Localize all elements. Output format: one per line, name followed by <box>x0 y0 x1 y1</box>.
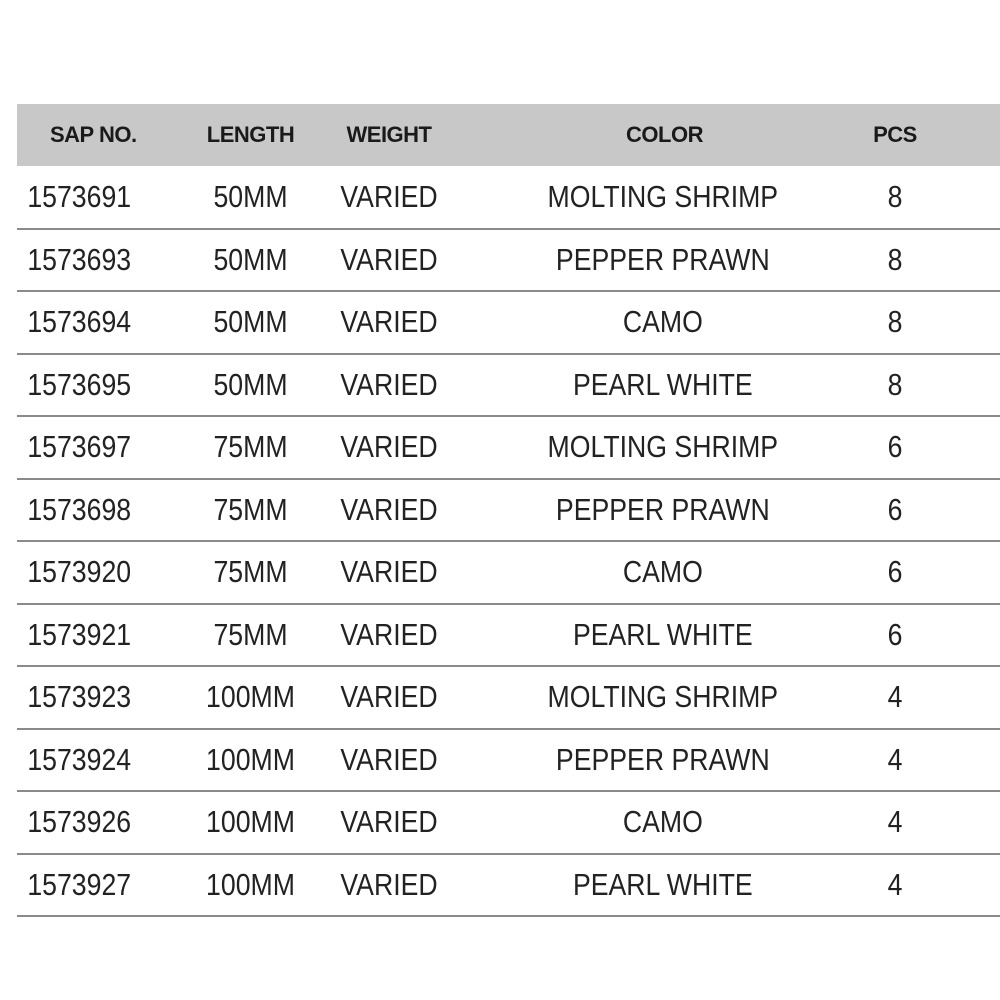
cell-sap-no: 1573927 <box>27 866 132 902</box>
cell-pcs: 8 <box>887 366 903 402</box>
cell-weight: VARIED <box>340 616 438 652</box>
product-spec-table <box>17 104 1000 917</box>
header-pcs: PCS <box>873 122 917 147</box>
table-row <box>17 541 1000 604</box>
cell-spacer <box>949 729 996 792</box>
cell-sap-no: 1573693 <box>27 241 132 277</box>
table-row <box>17 354 1000 417</box>
cell-color: PEARL WHITE <box>572 866 753 902</box>
table-row <box>17 166 1000 229</box>
cell-length: 75MM <box>213 429 288 465</box>
cell-pcs: 8 <box>887 304 903 340</box>
header-color: COLOR <box>626 122 703 147</box>
cell-color: PEPPER PRAWN <box>555 491 770 527</box>
header-row <box>17 104 1000 166</box>
cell-length: 100MM <box>206 804 295 840</box>
table-row <box>17 791 1000 854</box>
cell-weight: VARIED <box>340 866 438 902</box>
cell-sap-no: 1573694 <box>27 304 132 340</box>
cell-color: CAMO <box>622 554 703 590</box>
cell-spacer <box>949 854 996 917</box>
cell-color: PEARL WHITE <box>572 616 753 652</box>
cell-pcs: 4 <box>887 679 903 715</box>
table-row <box>17 666 1000 729</box>
cell-spacer <box>949 791 996 854</box>
cell-length: 100MM <box>206 866 295 902</box>
cell-pcs: 6 <box>887 491 903 527</box>
cell-pcs: 8 <box>887 178 903 214</box>
cell-pcs: 4 <box>887 804 903 840</box>
cell-spacer <box>949 416 996 479</box>
cell-length: 50MM <box>213 241 288 277</box>
cell-color: MOLTING SHRIMP <box>547 679 779 715</box>
cell-spacer <box>949 291 996 354</box>
cell-color: MOLTING SHRIMP <box>547 178 779 214</box>
cell-sap-no: 1573695 <box>27 366 132 402</box>
cell-weight: VARIED <box>340 241 438 277</box>
cell-sap-no: 1573698 <box>27 491 132 527</box>
cell-sap-no: 1573920 <box>27 554 132 590</box>
table-row <box>17 291 1000 354</box>
cell-sap-no: 1573691 <box>27 178 132 214</box>
cell-length: 75MM <box>213 554 288 590</box>
table-header <box>17 104 1000 166</box>
cell-weight: VARIED <box>340 429 438 465</box>
cell-pcs: 4 <box>887 741 903 777</box>
cell-weight: VARIED <box>340 741 438 777</box>
cell-sap-no: 1573921 <box>27 616 132 652</box>
table-body <box>17 166 1000 916</box>
cell-spacer <box>949 604 996 667</box>
cell-length: 100MM <box>206 741 295 777</box>
cell-spacer <box>949 229 996 292</box>
cell-length: 75MM <box>213 616 288 652</box>
cell-weight: VARIED <box>340 554 438 590</box>
cell-sap-no: 1573924 <box>27 741 132 777</box>
cell-color: MOLTING SHRIMP <box>547 429 779 465</box>
header-sap-no: SAP NO. <box>50 122 137 147</box>
cell-length: 50MM <box>213 304 288 340</box>
cell-weight: VARIED <box>340 304 438 340</box>
cell-spacer <box>949 354 996 417</box>
cell-sap-no: 1573926 <box>27 804 132 840</box>
cell-color: CAMO <box>622 304 703 340</box>
cell-weight: VARIED <box>340 366 438 402</box>
cell-spacer <box>949 666 996 729</box>
cell-spacer <box>949 541 996 604</box>
table-row <box>17 729 1000 792</box>
cell-sap-no: 1573923 <box>27 679 132 715</box>
cell-color: PEARL WHITE <box>572 366 753 402</box>
header-weight: WEIGHT <box>346 122 432 147</box>
table-row <box>17 604 1000 667</box>
cell-pcs: 6 <box>887 554 903 590</box>
table-row <box>17 416 1000 479</box>
cell-length: 50MM <box>213 366 288 402</box>
cell-pcs: 4 <box>887 866 903 902</box>
cell-color: PEPPER PRAWN <box>555 241 770 277</box>
cell-color: CAMO <box>622 804 703 840</box>
cell-spacer <box>949 166 996 229</box>
cell-length: 50MM <box>213 178 288 214</box>
cell-pcs: 6 <box>887 429 903 465</box>
cell-color: PEPPER PRAWN <box>555 741 770 777</box>
cell-weight: VARIED <box>340 804 438 840</box>
cell-length: 75MM <box>213 491 288 527</box>
cell-weight: VARIED <box>340 679 438 715</box>
cell-pcs: 6 <box>887 616 903 652</box>
cell-spacer <box>949 479 996 542</box>
header-length: LENGTH <box>206 122 295 147</box>
table-row <box>17 479 1000 542</box>
header-spacer <box>945 104 1000 166</box>
cell-sap-no: 1573697 <box>27 429 132 465</box>
table-row <box>17 854 1000 917</box>
cell-length: 100MM <box>206 679 295 715</box>
table-row <box>17 229 1000 292</box>
cell-weight: VARIED <box>340 491 438 527</box>
cell-pcs: 8 <box>887 241 903 277</box>
cell-weight: VARIED <box>340 178 438 214</box>
